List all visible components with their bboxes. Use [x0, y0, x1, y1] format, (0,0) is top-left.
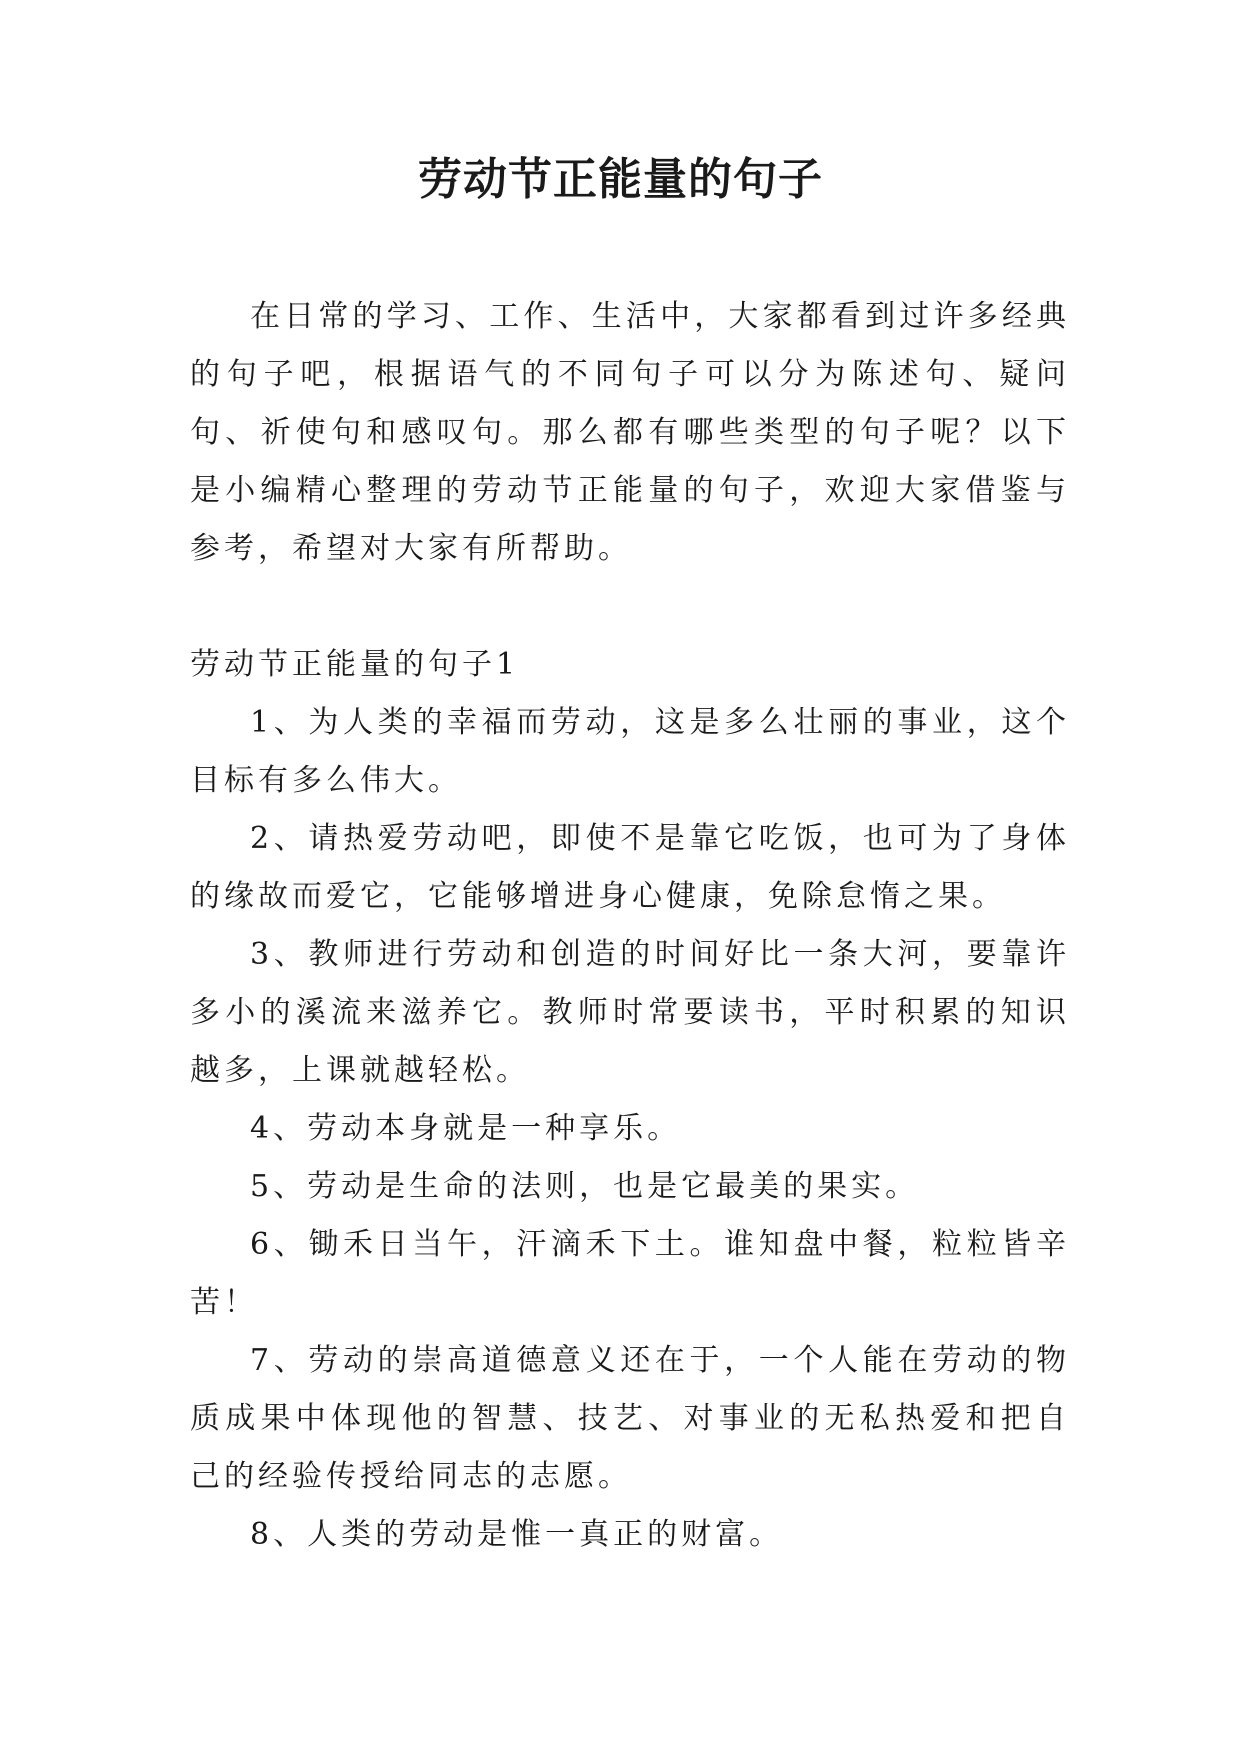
list-item: 4、劳动本身就是一种享乐。	[250, 1111, 682, 1146]
list-item: 5、劳动是生命的法则，也是它最美的果实。	[250, 1169, 920, 1204]
page-title: 劳动节正能量的句子	[418, 154, 823, 205]
list-item: 1、为人类的幸福而劳动，这是多么壮丽的事业，这个目标有多么伟大。	[190, 705, 1070, 798]
list-item: 6、锄禾日当午，汗滴禾下土。谁知盘中餐，粒粒皆辛苦！	[190, 1227, 1070, 1320]
list-item: 2、请热爱劳动吧，即使不是靠它吃饭，也可为了身体的缘故而爱它，它能够增进身心健康，免除怠惰之果。	[190, 821, 1070, 914]
list-item: 7、劳动的崇高道德意义还在于，一个人能在劳动的物质成果中体现他的智慧、技艺、对事业的无私热爱和把自己的经验传授给同志的志愿。	[190, 1343, 1070, 1494]
document-body	[190, 288, 1070, 1564]
list-item: 3、教师进行劳动和创造的时间好比一条大河，要靠许多小的溪流来滋养它。教师时常要读书，平时积累的知识越多，上课就越轻松。	[190, 937, 1070, 1088]
list-item: 8、人类的劳动是惟一真正的财富。	[250, 1517, 784, 1552]
section-heading: 劳动节正能量的句子1	[190, 647, 520, 682]
intro-paragraph: 在日常的学习、工作、生活中，大家都看到过许多经典的句子吧，根据语气的不同句子可以分为陈述句、疑问句、祈使句和感叹句。那么都有哪些类型的句子呢？以下是小编精心整理的劳动节正能量的句子，欢迎大家借鉴与参考，希望对大家有所帮助。	[190, 299, 1070, 566]
